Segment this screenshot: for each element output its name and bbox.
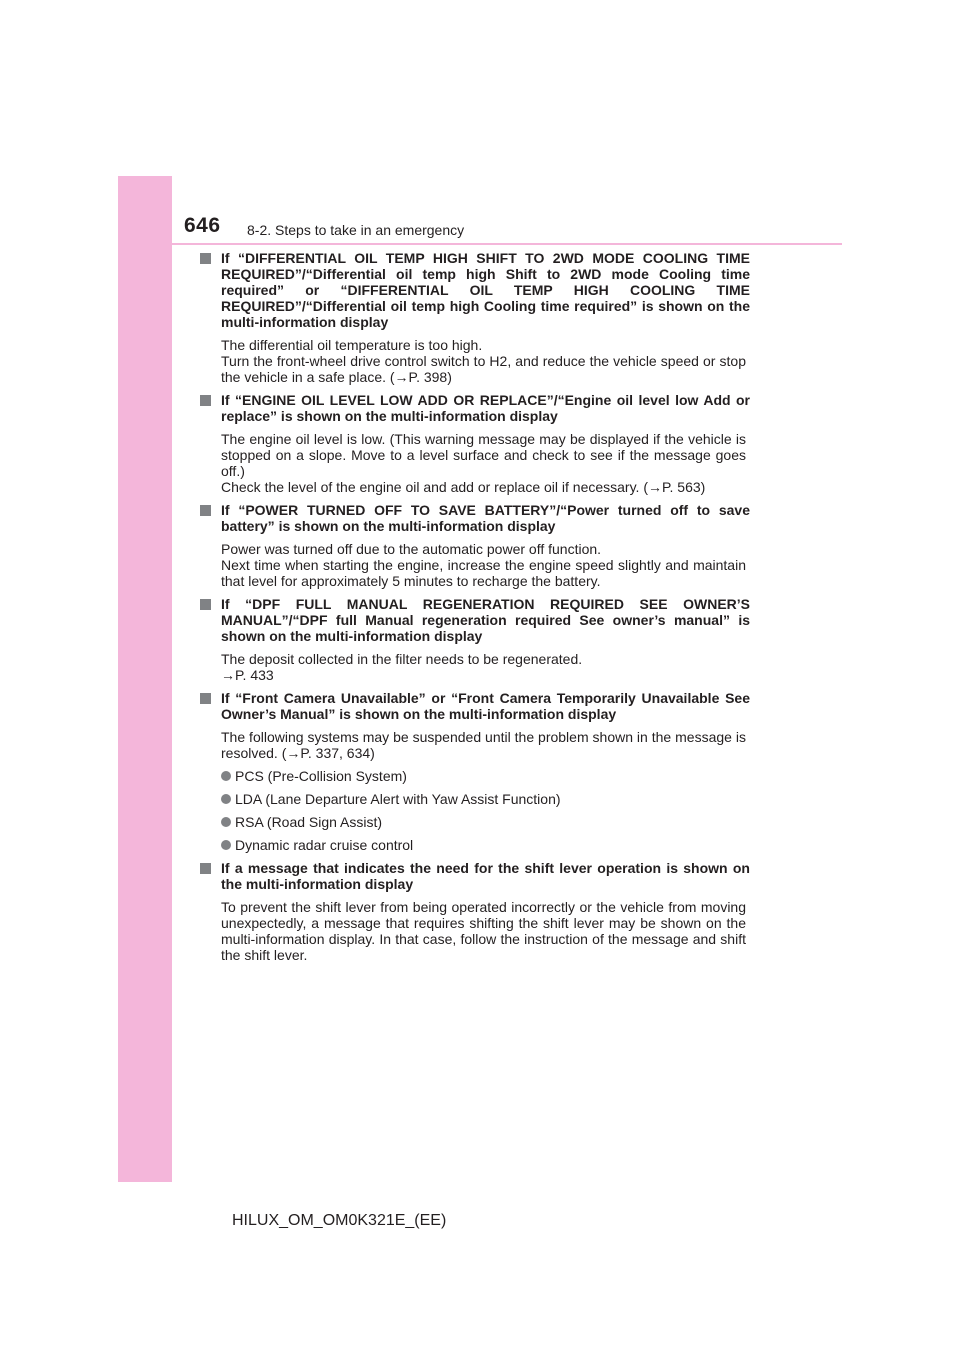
section-heading-text: If “DIFFERENTIAL OIL TEMP HIGH SHIFT TO 2WD MODE COOLING TIME REQUIRED”/“Differential oil temp high Shift to 2WD mode Cooling time required” or “DIFFERENTIAL OIL TEMP HIGH COOLING TIME REQUIRED”/“Differential oil temp high Cooling time required” is shown on the multi-information display [221, 250, 750, 330]
body-paragraph: Turn the front-wheel drive control switch to H2, and reduce the vehicle speed or stop the vehicle in a safe place. (→P. 398) [221, 353, 746, 385]
list-item-text: LDA (Lane Departure Alert with Yaw Assist Function) [235, 791, 561, 807]
list-item [221, 768, 750, 784]
section-heading [200, 392, 750, 424]
header-divider [172, 243, 842, 245]
message-section [200, 392, 750, 495]
section-heading-text: If a message that indicates the need for the shift lever operation is shown on the multi-information display [221, 860, 750, 892]
square-bullet-icon [200, 863, 211, 874]
square-bullet-icon [200, 599, 211, 610]
list-item [221, 814, 750, 830]
section-heading-text: If “DPF FULL MANUAL REGENERATION REQUIRED SEE OWNER’S MANUAL”/“DPF full Manual regeneration required See owner’s manual” is shown on the multi-information display [221, 596, 750, 644]
section-heading [200, 250, 750, 330]
section-heading-text: If “ENGINE OIL LEVEL LOW ADD OR REPLACE”/“Engine oil level low Add or replace” is shown on the multi-information display [221, 392, 750, 424]
body-paragraph: Power was turned off due to the automatic power off function. [221, 541, 602, 557]
circle-bullet-icon [221, 794, 231, 804]
section-heading-text: If “Front Camera Unavailable” or “Front Camera Temporarily Unavailable See Owner’s Manual” is shown on the multi-information display [221, 690, 750, 722]
body-paragraph: Next time when starting the engine, increase the engine speed slightly and maintain that level for approximately 5 minutes to recharge the battery. [221, 557, 746, 589]
body-paragraph: The deposit collected in the filter needs to be regenerated. [221, 651, 583, 667]
body-paragraph: →P. 433 [221, 667, 274, 683]
main-content [200, 250, 750, 970]
section-heading [200, 860, 750, 892]
message-section [200, 502, 750, 589]
message-section [200, 690, 750, 853]
body-paragraph: The differential oil temperature is too high. [221, 337, 483, 353]
body-paragraph: Check the level of the engine oil and add or replace oil if necessary. (→P. 563) [221, 479, 706, 495]
message-section [200, 596, 750, 683]
section-heading [200, 596, 750, 644]
section-body [221, 337, 750, 385]
section-body [221, 729, 750, 761]
list-item [221, 791, 750, 807]
section-title: 8-2. Steps to take in an emergency [247, 222, 465, 238]
document-id-footer: HILUX_OM_OM0K321E_(EE) [232, 1212, 447, 1229]
square-bullet-icon [200, 693, 211, 704]
square-bullet-icon [200, 253, 211, 264]
section-heading [200, 502, 750, 534]
section-heading [200, 690, 750, 722]
page-number: 646 [184, 214, 221, 237]
body-paragraph: To prevent the shift lever from being operated incorrectly or the vehicle from moving unexpectedly, a message that requires shifting the shift lever may be shown on the multi-information display. In that case, follow the instruction of the message and shift the shift lever. [221, 899, 746, 963]
list-item-text: Dynamic radar cruise control [235, 837, 414, 853]
list-item-text: PCS (Pre-Collision System) [235, 768, 407, 784]
list-item-text: RSA (Road Sign Assist) [235, 814, 383, 830]
section-body [221, 541, 750, 589]
message-section [200, 250, 750, 385]
list-item [221, 837, 750, 853]
circle-bullet-icon [221, 840, 231, 850]
message-section [200, 860, 750, 963]
section-body [221, 651, 750, 683]
circle-bullet-icon [221, 771, 231, 781]
square-bullet-icon [200, 505, 211, 516]
section-body [221, 899, 750, 963]
section-body [221, 431, 750, 495]
body-paragraph: The engine oil level is low. (This warning message may be displayed if the vehicle is stopped on a slope. Move to a level surface and check to see if the message goes off.) [221, 431, 746, 479]
section-heading-text: If “POWER TURNED OFF TO SAVE BATTERY”/“Power turned off to save battery” is shown on the multi-information display [221, 502, 750, 534]
square-bullet-icon [200, 395, 211, 406]
body-paragraph: The following systems may be suspended until the problem shown in the message is resolved. (→P. 337, 634) [221, 729, 746, 761]
circle-bullet-icon [221, 817, 231, 827]
chapter-sidebar-tab [118, 176, 172, 1182]
